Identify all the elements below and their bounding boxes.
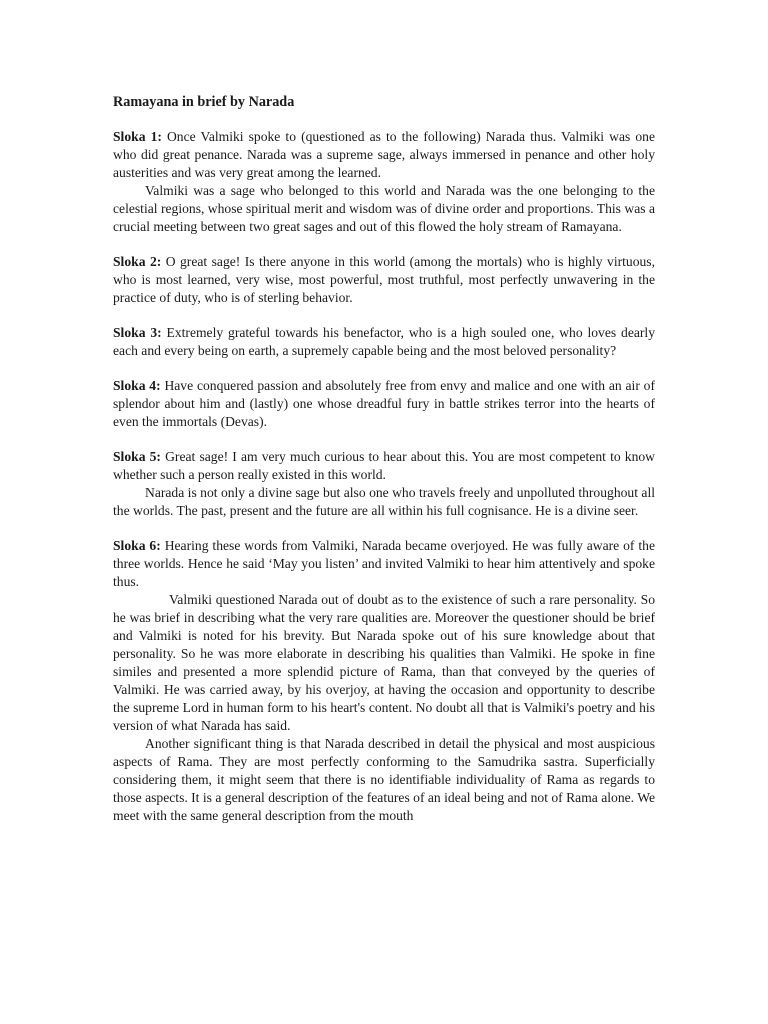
sloka-label: Sloka 1: [113,129,162,144]
paragraph-sloka-2 [113,253,655,307]
paragraph-sloka-1 [113,128,655,182]
paragraph-text: O great sage! Is there anyone in this world (among the mortals) who is highly virtuous, who is most learned, very wise, most powerful, most truthful, most perfectly unwavering in the practice of duty, who is of sterling behavior. [113,254,655,305]
paragraph-commentary [113,591,655,735]
paragraph-text: Valmiki was a sage who belonged to this world and Narada was the one belonging to the celestial regions, whose spiritual merit and wisdom was of divine order and proportions. This was a crucial meeting between two great sages and out of this flowed the holy stream of Ramayana. [113,183,655,234]
paragraph-text: Hearing these words from Valmiki, Narada became overjoyed. He was fully aware of the three worlds. Hence he said ‘May you listen’ and invited Valmiki to hear him attentively and spoke thus. [113,538,655,589]
paragraph-text: Have conquered passion and absolutely free from envy and malice and one with an air of splendor about him and (lastly) one whose dreadful fury in battle strikes terror into the hearts of even the immortals (Devas). [113,378,655,429]
sloka-label: Sloka 5: [113,449,161,464]
paragraph-text: Another significant thing is that Narada described in detail the physical and most auspicious aspects of Rama. They are most perfectly conforming to the Samudrika sastra. Superficially considering them, it might seem that there is no identifiable individuality of Rama as regards to those aspects. It is a general description of the features of an ideal being and not of Rama alone. We meet with the same general description from the mouth [113,736,655,823]
sloka-label: Sloka 3: [113,325,162,340]
document-page [113,93,655,825]
paragraph-text: Once Valmiki spoke to (questioned as to the following) Narada thus. Valmiki was one who did great penance. Narada was a supreme sage, always immersed in penance and other holy austerities and was very great among the learned. [113,129,655,180]
paragraph-text: Narada is not only a divine sage but also one who travels freely and unpolluted throughout all the worlds. The past, present and the future are all within his full cognisance. He is a divine seer. [113,485,655,518]
document-title: Ramayana in brief by Narada [113,94,295,110]
paragraph-text: Extremely grateful towards his benefactor, who is a high souled one, who loves dearly each and every being on earth, a supremely capable being and the most beloved personality? [113,325,656,358]
sloka-label: Sloka 4: [113,378,161,393]
paragraph-commentary [113,735,655,825]
paragraph-text: Valmiki questioned Narada out of doubt as to the existence of such a rare personality. So he was brief in describing what the very rare qualities are. Moreover the questioner should be brief and Valmiki is noted for his brevity. But Narada spoke out of his sure knowledge about that personality. So he was more elaborate in describing his qualities than Valmiki. He spoke in fine similes and presented a more splendid picture of Rama, than that conveyed by the queries of Valmiki. He was carried away, by his overjoy, at having the occasion and opportunity to describe the supreme Lord in human form to his heart's content. No doubt all that is Valmiki's poetry and his version of what Narada has said. [113,592,655,733]
paragraph-commentary [113,484,655,520]
paragraph-sloka-6 [113,537,655,591]
paragraph-text: Great sage! I am very much curious to hear about this. You are most competent to know whether such a person really existed in this world. [113,449,655,482]
paragraph-sloka-3 [113,324,655,360]
sloka-label: Sloka 2: [113,254,162,269]
sloka-label: Sloka 6: [113,538,161,553]
paragraph-sloka-5 [113,448,655,484]
paragraph-sloka-4 [113,377,655,431]
paragraph-commentary [113,182,655,236]
